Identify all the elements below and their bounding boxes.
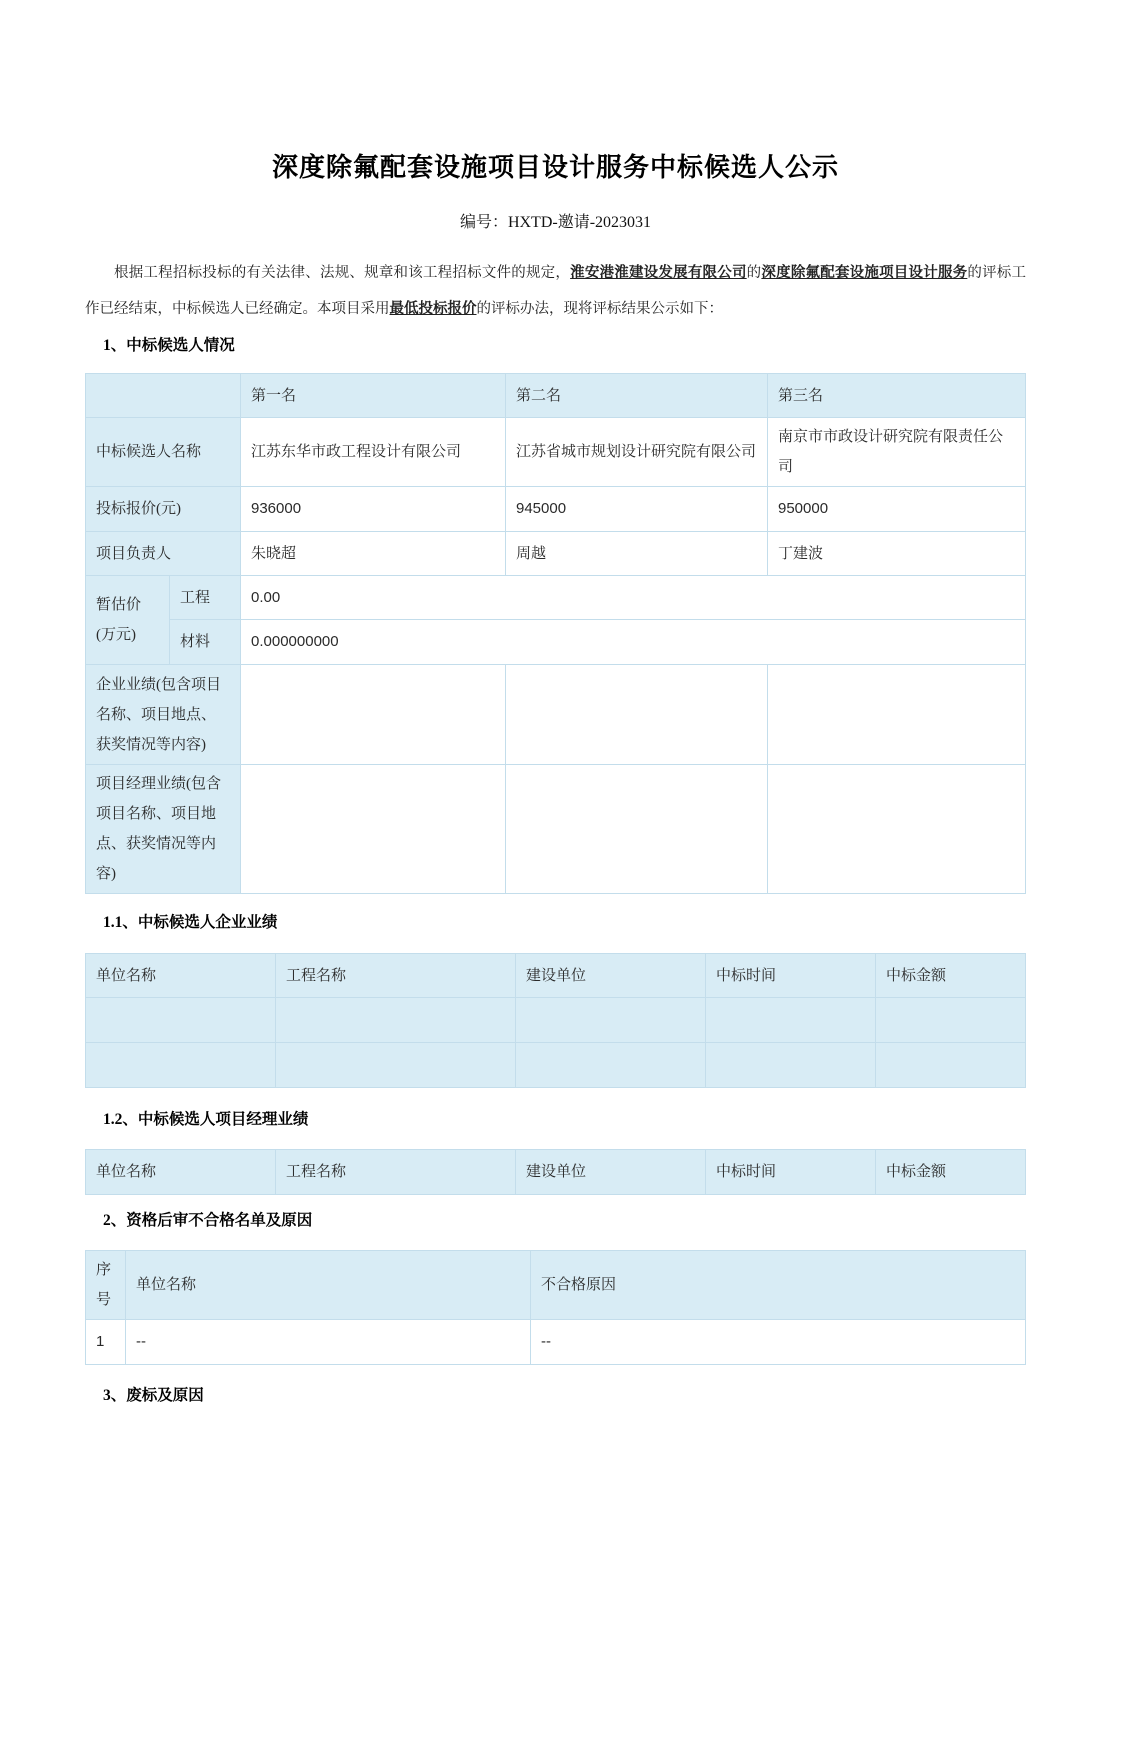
doc-number: 编号：HXTD-邀请-2023031 xyxy=(459,214,652,231)
candidate-2-price-cell: 945000 xyxy=(506,487,768,532)
intro-text-4: 的评标办法，现将评标结果公示如下： xyxy=(476,301,723,317)
empty-cell xyxy=(876,998,1026,1043)
empty-cell xyxy=(706,998,876,1043)
award-time-header-cell: 中标时间 xyxy=(706,954,876,998)
provisional-price-material-row xyxy=(86,620,1026,665)
unit-name-header-cell: 单位名称 xyxy=(86,954,276,998)
candidate-1-price-cell: 936000 xyxy=(241,487,506,532)
row-label-cell: 项目负责人 xyxy=(86,532,241,576)
engineering-sublabel-cell: 工程 xyxy=(170,576,241,620)
reason-header-cell: 不合格原因 xyxy=(531,1251,1026,1320)
provisional-price-engineering-row xyxy=(86,576,1026,620)
enterprise-performance-table xyxy=(85,953,1026,1088)
row-label-cell: 中标候选人名称 xyxy=(86,418,241,487)
serial-number-header-cell: 序号 xyxy=(86,1251,126,1320)
empty-cell xyxy=(706,1043,876,1088)
project-manager-row xyxy=(86,532,1026,576)
row-label-cell: 项目经理业绩(包含项目名称、项目地点、获奖情况等内容) xyxy=(86,765,241,894)
candidate-3-enterprise-perf-cell xyxy=(768,665,1026,765)
intro-emphasis-method: 最低投标报价 xyxy=(389,301,477,317)
candidate-3-name-cell: 南京市市政设计研究院有限责任公司 xyxy=(768,418,1026,487)
award-time-header-cell: 中标时间 xyxy=(706,1150,876,1195)
section-1-2-heading: 1.2、中标候选人项目经理业绩 xyxy=(103,1111,309,1128)
disqualified-table xyxy=(85,1250,1026,1365)
intro-emphasis-tenderer: 淮安港淮建设发展有限公司 xyxy=(570,265,747,281)
bid-price-row xyxy=(86,487,1026,532)
table-header-row xyxy=(86,954,1026,998)
candidate-1-name-cell: 江苏东华市政工程设计有限公司 xyxy=(241,418,506,487)
intro-paragraph xyxy=(85,255,1026,327)
candidates-rank-header-row xyxy=(86,374,1026,418)
material-value-cell: 0.000000000 xyxy=(241,620,1026,665)
corner-empty-cell xyxy=(86,374,241,418)
engineering-value-cell: 0.00 xyxy=(241,576,1026,620)
candidate-1-manager-cell: 朱晓超 xyxy=(241,532,506,576)
unit-name-header-cell: 单位名称 xyxy=(86,1150,276,1195)
intro-text-3: 的评标工作已经结束，中标候选人已经确定。本项目采用 xyxy=(85,265,1027,317)
empty-cell xyxy=(86,1043,276,1088)
candidate-name-row xyxy=(86,418,1026,487)
table-row xyxy=(86,998,1026,1043)
row-label-cell: 投标报价(元) xyxy=(86,487,241,532)
empty-cell xyxy=(516,998,706,1043)
candidate-2-manager-perf-cell xyxy=(506,765,768,894)
rank-3-header-cell: 第三名 xyxy=(768,374,1026,418)
intro-emphasis-project: 深度除氟配套设施项目设计服务 xyxy=(761,265,968,281)
candidate-3-manager-perf-cell xyxy=(768,765,1026,894)
enterprise-performance-row xyxy=(86,665,1026,765)
project-name-header-cell: 工程名称 xyxy=(276,954,516,998)
section-3-heading: 3、废标及原因 xyxy=(103,1387,204,1404)
serial-number-cell: 1 xyxy=(86,1320,126,1365)
rank-2-header-cell: 第二名 xyxy=(506,374,768,418)
construction-unit-header-cell: 建设单位 xyxy=(516,954,706,998)
manager-performance-row xyxy=(86,765,1026,894)
intro-text-1: 根据工程招标投标的有关法律、法规、规章和该工程招标文件的规定， xyxy=(114,265,571,281)
document-page xyxy=(85,150,1026,1407)
page-title: 深度除氟配套设施项目设计服务中标候选人公示 xyxy=(271,153,839,182)
empty-cell xyxy=(276,998,516,1043)
table-row xyxy=(86,1043,1026,1088)
table-row xyxy=(86,1320,1026,1365)
empty-cell xyxy=(876,1043,1026,1088)
manager-performance-table xyxy=(85,1149,1026,1195)
candidate-2-name-cell: 江苏省城市规划设计研究院有限公司 xyxy=(506,418,768,487)
candidate-2-manager-cell: 周越 xyxy=(506,532,768,576)
section-2-heading: 2、资格后审不合格名单及原因 xyxy=(103,1212,313,1229)
table-header-row xyxy=(86,1251,1026,1320)
empty-cell xyxy=(276,1043,516,1088)
section-1-1-heading: 1.1、中标候选人企业业绩 xyxy=(103,914,278,931)
row-label-cell: 企业业绩(包含项目名称、项目地点、获奖情况等内容) xyxy=(86,665,241,765)
candidate-1-manager-perf-cell xyxy=(241,765,506,894)
award-amount-header-cell: 中标金额 xyxy=(876,1150,1026,1195)
unit-name-cell: -- xyxy=(126,1320,531,1365)
section-1-heading: 1、中标候选人情况 xyxy=(103,337,235,354)
unit-name-header-cell: 单位名称 xyxy=(126,1251,531,1320)
empty-cell xyxy=(86,998,276,1043)
empty-cell xyxy=(516,1043,706,1088)
award-amount-header-cell: 中标金额 xyxy=(876,954,1026,998)
candidate-1-enterprise-perf-cell xyxy=(241,665,506,765)
candidate-3-manager-cell: 丁建波 xyxy=(768,532,1026,576)
provisional-price-label-cell: 暂估价(万元) xyxy=(86,576,170,665)
reason-cell: -- xyxy=(531,1320,1026,1365)
rank-1-header-cell: 第一名 xyxy=(241,374,506,418)
material-sublabel-cell: 材料 xyxy=(170,620,241,665)
intro-text-2: 的 xyxy=(746,265,762,281)
candidate-2-enterprise-perf-cell xyxy=(506,665,768,765)
candidates-table xyxy=(85,373,1026,894)
table-header-row xyxy=(86,1150,1026,1195)
project-name-header-cell: 工程名称 xyxy=(276,1150,516,1195)
candidate-3-price-cell: 950000 xyxy=(768,487,1026,532)
construction-unit-header-cell: 建设单位 xyxy=(516,1150,706,1195)
